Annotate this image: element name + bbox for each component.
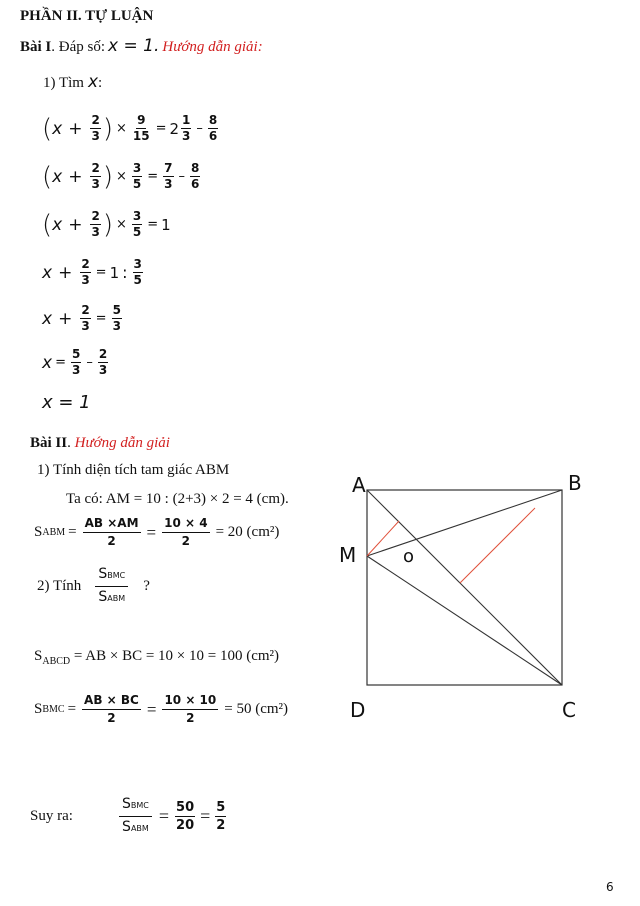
- s-abm-line: [34, 516, 279, 549]
- num: 8: [208, 113, 218, 127]
- den: 5: [133, 273, 142, 287]
- one: 1: [161, 215, 171, 234]
- ratio-frac: [119, 796, 152, 837]
- num-s: S: [98, 566, 108, 582]
- frac: [82, 693, 141, 726]
- frac: [132, 114, 151, 143]
- op-minus: –: [196, 121, 203, 136]
- op-times: ×: [115, 217, 127, 232]
- num: 3: [133, 257, 142, 271]
- num: 2: [98, 347, 108, 361]
- frac: [90, 210, 100, 239]
- s-sub: ABCD: [42, 656, 71, 667]
- op-times: ×: [115, 169, 127, 184]
- bai2-step2: [37, 566, 150, 607]
- den: 6: [191, 177, 200, 191]
- op-plus: +: [58, 262, 73, 283]
- label-d: D: [350, 698, 366, 722]
- op-colon: :: [122, 263, 128, 282]
- num: 10 × 10: [162, 693, 218, 710]
- s-label: S: [34, 701, 43, 717]
- den: 2: [216, 818, 226, 833]
- equation-1: [42, 114, 220, 143]
- num: 2: [81, 257, 90, 271]
- op-times: ×: [115, 121, 127, 136]
- s-label: S: [34, 524, 43, 540]
- frac: [98, 348, 108, 377]
- height-from-c: [460, 508, 535, 583]
- paren: (: [42, 113, 53, 144]
- frac: [162, 693, 218, 726]
- num: AB × BC: [82, 693, 141, 710]
- step-heading-colon: :: [98, 75, 103, 91]
- den: 15: [132, 129, 150, 143]
- op-equals: =: [95, 311, 107, 326]
- num: 2: [81, 303, 90, 317]
- bai1-line: [20, 36, 263, 56]
- num: 2: [91, 161, 100, 175]
- segment-mb: [367, 490, 562, 556]
- ratio-frac: [95, 566, 128, 607]
- one: 1: [109, 263, 120, 282]
- s-abcd-expr: = AB × BC = 10 × 10 = 100 (cm²): [73, 648, 280, 664]
- num: 2: [91, 113, 100, 127]
- op-equals: =: [67, 701, 77, 717]
- s-bmc-result: = 50 (cm²): [224, 701, 289, 717]
- den-sub: ABM: [130, 824, 149, 833]
- op-equals: =: [68, 524, 77, 540]
- op-equals: =: [155, 121, 167, 136]
- op-equals: =: [146, 699, 157, 719]
- den: 2: [107, 711, 116, 725]
- part-title: PHẦN II. TỰ LUẬN: [20, 8, 154, 24]
- den: 3: [91, 129, 100, 143]
- op-minus: –: [178, 169, 186, 184]
- bai1-guide: Hướng dẫn giải:: [162, 39, 263, 55]
- bai2-label: Bài II: [30, 435, 68, 451]
- paren: (: [42, 209, 53, 240]
- var-x: x: [52, 166, 63, 187]
- bai1-step-heading: [43, 72, 102, 92]
- var-x: x: [42, 262, 53, 283]
- op-equals: =: [158, 806, 170, 826]
- equation-2: [42, 162, 202, 191]
- op-equals: =: [200, 806, 211, 826]
- page-number: 6: [606, 880, 614, 894]
- den: 2: [186, 711, 195, 725]
- den: 5: [132, 225, 142, 239]
- equation-6: [42, 348, 110, 377]
- num: 5: [112, 303, 121, 317]
- num: 2: [91, 209, 100, 223]
- op-equals: =: [147, 169, 159, 184]
- num: 9: [137, 113, 146, 127]
- frac: [80, 258, 90, 287]
- op-plus: +: [68, 166, 83, 187]
- num: 10 × 4: [162, 516, 209, 533]
- frac: [208, 114, 218, 143]
- frac: [132, 210, 142, 239]
- frac: [190, 162, 200, 191]
- op-plus: +: [68, 118, 83, 139]
- s-bmc-line: [34, 693, 288, 726]
- label-b: B: [568, 471, 582, 495]
- paren: (: [42, 161, 53, 192]
- question-mark: ?: [143, 578, 150, 594]
- den: 5: [132, 177, 142, 191]
- den: 3: [81, 319, 90, 333]
- s-sub: BMC: [42, 704, 65, 715]
- den: 3: [71, 363, 81, 377]
- num-sub: BMC: [130, 801, 149, 810]
- frac: [112, 304, 122, 333]
- num: 50: [176, 800, 195, 815]
- frac: [132, 162, 142, 191]
- paren: ): [102, 209, 113, 240]
- frac: [83, 516, 141, 549]
- den-sub: ABM: [107, 594, 126, 603]
- equation-final: x = 1: [42, 392, 91, 413]
- num: 5: [71, 347, 81, 361]
- den: 20: [176, 818, 195, 833]
- bai2-guide: Hướng dẫn giải: [74, 435, 170, 451]
- label-m: M: [339, 543, 357, 567]
- op-minus: –: [86, 355, 93, 370]
- op-plus: +: [68, 214, 83, 235]
- equation-4: [42, 258, 145, 287]
- den: 3: [164, 177, 173, 191]
- label-o: o: [403, 546, 415, 567]
- var-x: x: [42, 352, 53, 373]
- frac: [90, 114, 100, 143]
- den: 2: [107, 534, 116, 548]
- var-x: x: [52, 118, 63, 139]
- s-sub: ABM: [42, 527, 66, 538]
- s-label: S: [34, 648, 43, 664]
- op-equals: =: [147, 217, 159, 232]
- s-abcd-line: [34, 648, 279, 667]
- var-x: x: [42, 308, 53, 329]
- op-equals: =: [95, 265, 107, 280]
- den: 6: [208, 129, 218, 143]
- bai2-taco: Ta có: AM = 10 : (2+3) × 2 = 4 (cm).: [66, 491, 289, 507]
- frac: [162, 516, 209, 549]
- num: 7: [164, 161, 173, 175]
- segment-ac: [367, 490, 562, 685]
- den: 3: [91, 177, 100, 191]
- num: 8: [191, 161, 200, 175]
- equation-3: [42, 210, 171, 239]
- var-x: x: [52, 214, 63, 235]
- frac: [175, 800, 195, 833]
- num-s: S: [122, 796, 131, 812]
- den: 2: [181, 534, 191, 548]
- bai1-answer-prefix: . Đáp số:: [51, 39, 106, 55]
- segment-mc: [367, 556, 562, 685]
- equation-5: [42, 304, 124, 333]
- frac: [215, 800, 226, 833]
- frac: [71, 348, 81, 377]
- bai1-label: Bài I: [20, 39, 52, 55]
- suyra-expr: [116, 796, 228, 837]
- num: 5: [216, 800, 226, 815]
- step2-text: 2) Tính: [37, 578, 82, 594]
- label-a: A: [352, 473, 366, 497]
- label-c: C: [562, 698, 576, 722]
- den-s: S: [98, 589, 108, 605]
- frac: [80, 304, 90, 333]
- num: AB ×AM: [83, 516, 141, 533]
- num: 3: [132, 161, 142, 175]
- den-s: S: [122, 819, 131, 835]
- square-figure: [330, 470, 600, 730]
- s-abm-result: = 20 (cm²): [215, 524, 280, 540]
- whole-part: 2: [169, 119, 180, 138]
- frac: [181, 114, 191, 143]
- den: 3: [182, 129, 191, 143]
- frac: [90, 162, 100, 191]
- paren: ): [102, 161, 113, 192]
- bai1-answer: x = 1.: [108, 36, 160, 56]
- num-sub: BMC: [107, 571, 126, 580]
- paren: ): [102, 113, 113, 144]
- frac: [133, 258, 143, 287]
- suyra-label: Suy ra:: [30, 808, 73, 824]
- op-equals: =: [55, 355, 66, 370]
- op-equals: =: [146, 522, 157, 542]
- frac: [163, 162, 173, 191]
- den: 3: [91, 225, 100, 239]
- step-heading-text: 1) Tìm: [43, 75, 84, 91]
- den: 3: [98, 363, 108, 377]
- num: 3: [132, 209, 142, 223]
- bai2-heading: Bài II. Hướng dẫn giải: [30, 435, 170, 451]
- num: 1: [182, 113, 191, 127]
- op-plus: +: [58, 308, 73, 329]
- step-heading-var: x: [87, 72, 99, 92]
- den: 3: [81, 273, 90, 287]
- bai2-step1: 1) Tính diện tích tam giác ABM: [37, 462, 230, 478]
- den: 3: [112, 319, 121, 333]
